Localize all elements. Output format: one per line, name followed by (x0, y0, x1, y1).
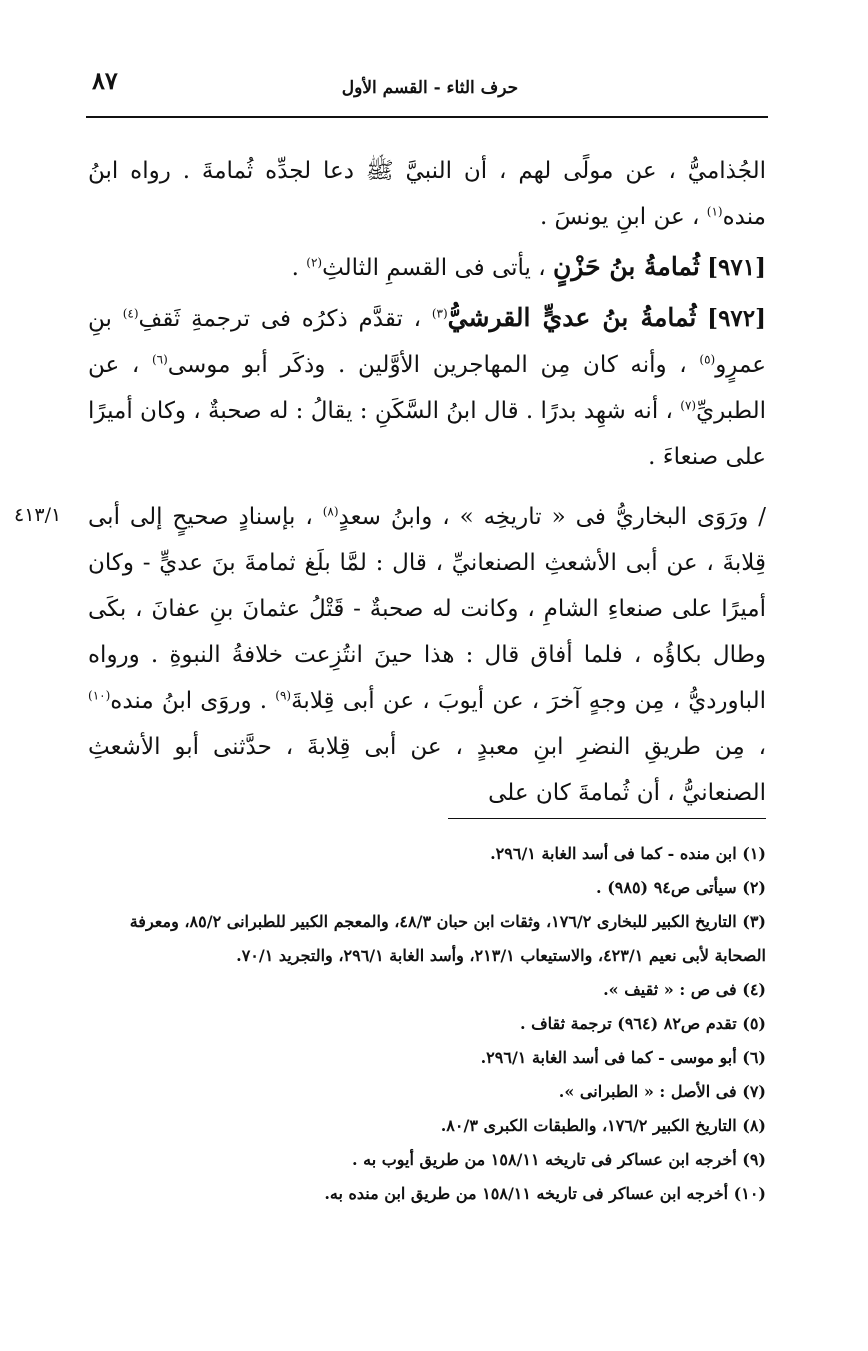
paragraph-narration (88, 494, 766, 816)
paragraph-intro (88, 148, 766, 240)
main-text (88, 148, 766, 816)
footnote-item: (٥) تقدم ص٨٢ (٩٦٤) ترجمة ثقاف . (519, 1014, 766, 1033)
footnotes (86, 837, 766, 1211)
text-segment: ، مِن طريقِ النضرِ ابنِ معبدٍ ، عن أبى قِلابةَ ، حدَّثنى أبو الأشعثِ الصنعانيُّ ، أن ثُمامةَ كان على (88, 734, 766, 806)
text-segment: ، تقدَّم ذكرُه فى ترجمةِ ثَقفِ (138, 306, 422, 332)
footnote-rule (448, 818, 766, 819)
text-segment: ، وأنه كان مِن المهاجرين الأوَّلين . وذكَر أبو موسى (167, 352, 687, 378)
entry-number: [٩٧٢] (707, 305, 767, 332)
footnote-ref[interactable]: (٤) (122, 306, 139, 321)
entry-name: ثُمامةُ بنُ حَزْنٍ (553, 252, 700, 281)
footnote-ref[interactable]: (٧) (680, 398, 697, 413)
footnote-ref[interactable]: (٩) (275, 688, 292, 703)
header-rule (86, 116, 768, 118)
footnote-item: (٣) التاريخ الكبير للبخارى ١٧٦/٢، وثقات ابن حبان ٤٨/٣، والمعجم الكبير للطبرانى ٨٥/٢، ومعرفة الصحابة لأبى نعيم ٤٢٣/١، والاستيعاب ٢١٣/١، وأسد الغابة ٢٩٦/١، والتجريد ٧٠/١. (129, 912, 766, 965)
footnote-item: (٨) التاريخ الكبير ١٧٦/٢، والطبقات الكبرى ٨٠/٣. (440, 1116, 766, 1135)
text-segment: بنِ عمرٍو (88, 306, 767, 378)
footnote-ref[interactable]: (٦) (151, 352, 168, 367)
footnote-ref[interactable]: (٨) (322, 504, 339, 519)
footnote-item: (١٠) أخرجه ابن عساكر فى تاريخه ١٥٨/١١ من طريق ابن منده به. (324, 1184, 766, 1203)
footnote-item: (٦) أبو موسى - كما فى أسد الغابة ٢٩٦/١. (480, 1048, 766, 1067)
footnote-item: (٤) فى ص : « ثقيف ». (603, 980, 766, 999)
footnote-ref[interactable]: (٣) (431, 306, 448, 321)
running-title: حرف الثاء - القسم الأول (341, 78, 519, 98)
footnote-ref[interactable]: (٢) (306, 255, 323, 270)
text-segment: ، يأتى فى القسمِ الثالثِ (322, 255, 546, 281)
entry-number: [٩٧١] (707, 254, 766, 281)
footnote-item: (١) ابن منده - كما فى أسد الغابة ٢٩٦/١. (490, 844, 766, 863)
text-segment: ، أنه شهِد بدرًا . قال ابنُ السَّكَنِ : يقالُ : له صحبةٌ ، وكان أميرًا على صنعاءَ . (88, 398, 766, 470)
margin-volume-page-ref: ٤١٣/١ (14, 504, 62, 526)
text-segment: ، بإسنادٍ صحيحٍ إلى أبى قِلابةَ ، عن أبى الأشعثِ الصنعانيِّ ، قال : لمَّا بلَغ ثمامةَ بنَ عديٍّ - وكان أميرًا على صنعاءِ الشامِ ، وكانت له صحبةٌ - قَتْلُ عثمانَ بنِ عفانَ ، بكَى وطال بكاؤُه ، فلما أفاق قال : هذا حينَ انتُزِعت خلافةُ النبوةِ . ورواه الباورديُّ ، مِن وجهٍ آخرَ ، عن أيوبَ ، عن أبى قِلابةَ (88, 504, 766, 714)
text-segment: ، عن الطبريِّ (88, 352, 766, 424)
text-segment: الجُذاميُّ ، عن مولًى لهم ، أن النبيَّ ﷺ دعا لجدِّه ثُمامةَ . رواه ابنُ منده (88, 158, 766, 230)
entry-972 (88, 295, 766, 480)
page-number: ٨٧ (92, 66, 118, 95)
entry-name: ثُمامةُ بنُ عديٍّ القرشيُّ (447, 303, 697, 332)
footnote-item: (٢) سيأتى ص٩٤ (٩٨٥) . (596, 878, 766, 897)
footnote-ref[interactable]: (١) (706, 204, 723, 219)
text-segment: / ورَوَى البخاريُّ فى « تاريخِه » ، وابنُ سعدٍ (338, 504, 766, 530)
footnote-ref[interactable]: (٥) (699, 352, 716, 367)
text-segment: . (291, 255, 299, 281)
text-segment: ، عن ابنِ يونسَ . (539, 204, 700, 230)
footnote-item: (٩) أخرجه ابن عساكر فى تاريخه ١٥٨/١١ من طريق أيوب به . (351, 1150, 766, 1169)
footnote-ref[interactable]: (١٠) (88, 688, 111, 703)
footnote-item: (٧) فى الأصل : « الطبرانى ». (558, 1082, 766, 1101)
text-segment: . وروَى ابنُ منده (110, 688, 268, 714)
entry-971 (88, 244, 766, 291)
